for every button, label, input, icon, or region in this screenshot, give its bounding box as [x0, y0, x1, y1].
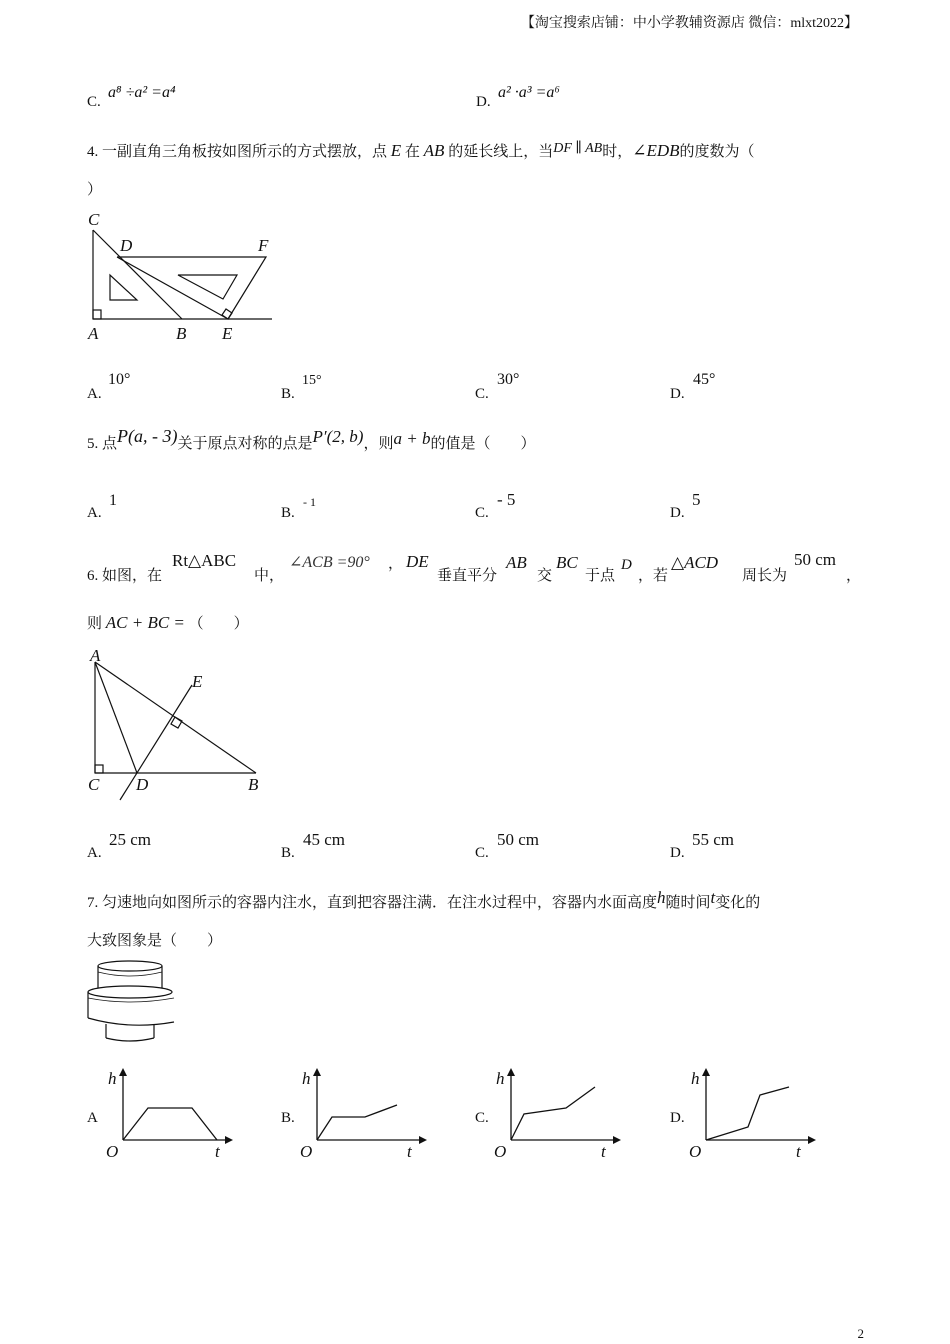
q4-option-b-label: B. [281, 386, 295, 402]
q6-comma: ， [388, 556, 404, 572]
q5-option-a-label: A. [87, 505, 102, 521]
q4-label-c: C [88, 210, 100, 229]
q4-label-d: D [120, 236, 133, 255]
q5-option-b-value: - 1 [303, 495, 316, 509]
q7-graph-d-h: h [691, 1069, 700, 1088]
q6-stem-line2: 则 AC + BC = （ ） [87, 613, 249, 632]
q6-option-a-value: 25 cm [109, 830, 152, 849]
q7-graph-a-o: O [106, 1142, 119, 1161]
q6-option-b-value: 45 cm [303, 830, 346, 849]
q7-stem-line2: 大致图象是（ ） [87, 933, 223, 949]
q6-stem-8: ， [846, 568, 862, 584]
q6-option-b-label: B. [281, 845, 295, 861]
q6-label-c: C [88, 775, 100, 794]
q7-graph-c [493, 1068, 623, 1163]
q6-angle: ∠ACB =90° [289, 554, 370, 571]
q7-graph-a-t: t [215, 1142, 220, 1161]
q5-option-d-value: 5 [692, 490, 701, 509]
q4-option-d-label: D. [670, 386, 685, 402]
q7-graph-c-o: O [494, 1142, 507, 1161]
q6-perimeter: 50 cm [794, 550, 837, 569]
q4-option-c-label: C. [475, 386, 489, 402]
q4-option-c-value: 30° [497, 371, 520, 388]
q5-option-c-value: - 5 [497, 490, 516, 509]
q6-ab: AB [506, 553, 527, 572]
q6-option-a-label: A. [87, 845, 102, 861]
q6-option-d-value: 55 cm [692, 830, 735, 849]
q4-label-a: A [88, 324, 99, 343]
q6-option-c-value: 50 cm [497, 830, 540, 849]
q7-graph-b-t: t [407, 1142, 412, 1161]
q7-graph-b-o: O [300, 1142, 313, 1161]
q4-label-e: E [222, 324, 233, 343]
q6-label-a: A [90, 646, 101, 665]
q6-stem-4: 交 [537, 568, 553, 584]
q4-stem-close: ） [87, 182, 103, 198]
q7-graph-c-label: C. [475, 1110, 489, 1126]
q4-option-a-value: 10° [108, 371, 131, 388]
q6-option-c-label: C. [475, 845, 489, 861]
page-header: 【淘宝搜索店铺：中小学教辅资源店 微信：mlxt2022】 [520, 16, 858, 31]
q4-triangle-figure [80, 205, 280, 345]
page-number: 2 [857, 1326, 864, 1341]
q7-graph-d [688, 1068, 818, 1163]
q4-label-b: B [176, 324, 187, 343]
q6-triangle: Rt△ABC [172, 551, 237, 570]
q7-graph-b [299, 1068, 429, 1163]
q4-option-d-value: 45° [693, 371, 716, 388]
q7-graph-a-label: A [87, 1110, 98, 1126]
q6-acd: △ACD [671, 553, 719, 572]
q6-stem-6: ，若 [638, 568, 669, 584]
q6-label-b: B [248, 775, 259, 794]
q6-stem-5: 于点 [585, 568, 616, 584]
q4-label-f: F [258, 236, 269, 255]
q4-option-a-label: A. [87, 386, 102, 402]
q6-stem-7: 周长为 [742, 568, 788, 584]
q3-option-c-expr: a⁸ ÷a² =a⁴ [108, 84, 176, 101]
q7-graph-d-o: O [689, 1142, 702, 1161]
q7-graph-b-label: B. [281, 1110, 295, 1126]
q5-option-b-label: B. [281, 505, 295, 521]
q3-option-d-label: D. [476, 94, 491, 110]
q5-option-c-label: C. [475, 505, 489, 521]
q6-bc: BC [556, 553, 578, 572]
q6-stem-3: 垂直平分 [437, 568, 498, 584]
q3-option-c-label: C. [87, 94, 101, 110]
q6-d: D [621, 557, 632, 573]
q6-stem-2: 中， [254, 568, 285, 584]
q5-stem: 5. 点P(a, - 3)关于原点对称的点是P′(2, b)，则a + b的值是（ ） [87, 426, 536, 452]
q6-label-e: E [192, 672, 203, 691]
q7-graph-d-label: D. [670, 1110, 685, 1126]
q3-option-d-expr: a² ·a³ =a⁶ [498, 84, 560, 101]
q6-label-d: D [136, 775, 149, 794]
q7-graph-a [105, 1068, 235, 1163]
q5-option-a-value: 1 [109, 492, 117, 509]
q6-stem-1: 6. 如图，在 [87, 568, 163, 584]
q5-option-d-label: D. [670, 505, 685, 521]
q7-graph-c-h: h [496, 1069, 505, 1088]
q7-graph-d-t: t [796, 1142, 801, 1161]
q7-stem-line1: 7. 匀速地向如图所示的容器内注水，直到把容器注满．在注水过程中，容器内水面高度h随时间t变化的 [87, 888, 761, 911]
q7-container-figure [84, 958, 184, 1048]
q7-graph-b-h: h [302, 1069, 311, 1088]
q7-graph-c-t: t [601, 1142, 606, 1161]
q7-graph-a-h: h [108, 1069, 117, 1088]
q4-option-b-value: 15° [302, 373, 322, 388]
q6-option-d-label: D. [670, 845, 685, 861]
q6-de: DE [406, 552, 429, 571]
q6-triangle-figure [80, 645, 280, 805]
q4-stem: 4. 一副直角三角板按如图所示的方式摆放，点 E 在 AB 的延长线上，当DF ∥ AB时，∠EDB的度数为（ [87, 141, 755, 160]
